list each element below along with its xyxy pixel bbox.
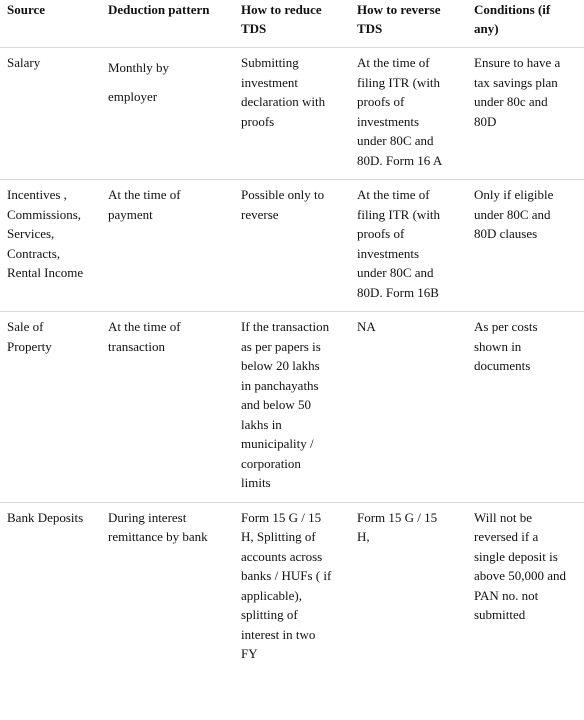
cell-how-to-reduce: Submitting investment declaration with proofs xyxy=(234,48,350,180)
cell-source: Salary xyxy=(0,48,101,180)
header-deduction-pattern: Deduction pattern xyxy=(101,0,234,48)
cell-deduction-pattern: Monthly by employer xyxy=(101,48,234,180)
cell-source: Sale of Property xyxy=(0,312,101,503)
header-conditions: Conditions (if any) xyxy=(467,0,584,48)
cell-how-to-reduce: Form 15 G / 15 H, Splitting of accounts across banks / HUFs ( if applicable), splitting of interest in two FY xyxy=(241,509,332,661)
cell-deduction-pattern: At the time of payment xyxy=(101,180,234,312)
header-row xyxy=(0,0,584,48)
cell-deduction-pattern: At the time of transaction xyxy=(101,312,234,503)
cell-conditions: Will not be reversed if a single deposit is above 50,000 and PAN no. not submitted xyxy=(474,509,567,622)
table-row xyxy=(0,180,584,312)
cell-how-to-reverse: At the time of filing ITR (with proofs of investments under 80C and 80D. Form 16 A xyxy=(350,48,467,180)
table-row xyxy=(0,48,584,180)
cell-conditions: Ensure to have a tax savings plan under 80c and 80D xyxy=(467,48,584,180)
header-how-to-reduce: How to reduce TDS xyxy=(234,0,350,48)
cell-deduction-pattern: During interest remittance by bank xyxy=(108,509,208,544)
cell-conditions: As per costs shown in documents xyxy=(467,312,584,503)
cell-conditions: Only if eligible under 80C and 80D clauses xyxy=(467,180,584,312)
table-row xyxy=(0,312,584,503)
cell-source: Bank Deposits xyxy=(7,509,84,525)
cell-how-to-reverse: At the time of filing ITR (with proofs of investments under 80C and 80D. Form 16B xyxy=(350,180,467,312)
cell-how-to-reduce: If the transaction as per papers is below 20 lakhs in panchayaths and below 50 lakhs in municipality / corporation limits xyxy=(234,312,350,503)
cell-how-to-reverse: NA xyxy=(350,312,467,503)
cell-how-to-reverse: Form 15 G / 15 H, xyxy=(357,509,438,544)
header-source: Source xyxy=(0,0,101,48)
header-how-to-reverse: How to reverse TDS xyxy=(350,0,467,48)
table-body xyxy=(0,48,584,717)
cell-source: Incentives , Commissions, Services, Contracts, Rental Income xyxy=(0,180,101,312)
table-header xyxy=(0,0,584,48)
cell-how-to-reduce: Possible only to reverse xyxy=(234,180,350,312)
table-row xyxy=(0,502,584,717)
